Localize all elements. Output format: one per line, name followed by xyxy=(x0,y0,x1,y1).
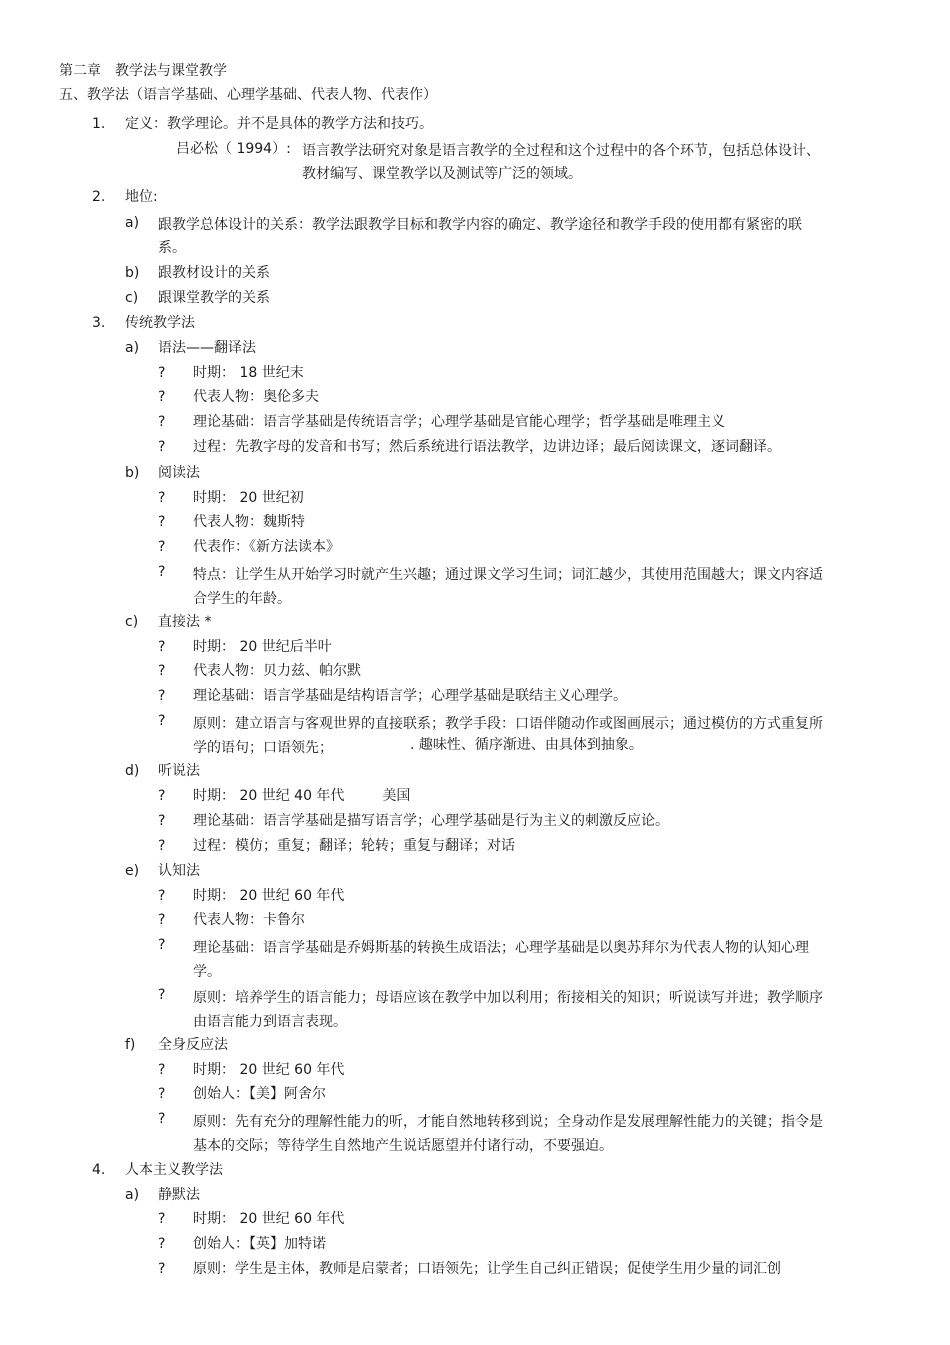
bullet-text: 时期： 20 世纪 60 年代 xyxy=(193,1062,345,1078)
bullet: ? xyxy=(158,788,166,804)
sub-marker: a) xyxy=(125,215,140,231)
sub-marker: c) xyxy=(125,614,139,630)
bullet: ? xyxy=(158,639,166,655)
method-title: 直接法 * xyxy=(158,614,212,630)
bullet: ? xyxy=(158,713,166,729)
bullet: ? xyxy=(158,514,166,530)
bullet-text: 理论基础：语言学基础是结构语言学；心理学基础是联结主义心理学。 xyxy=(193,688,627,704)
bullet: ? xyxy=(158,539,166,555)
sub-marker: a) xyxy=(125,340,140,356)
bullet-text: 原则：学生是主体，教师是启蒙者；口语领先；让学生自己纠正错误；促使学生用少量的词汇创 xyxy=(193,1261,781,1277)
bullet: ? xyxy=(158,688,166,704)
sub-item-text: 跟教材设计的关系 xyxy=(158,265,270,281)
bullet-text: 过程：先教字母的发音和书写；然后系统进行语法教学，边讲边译；最后阅读课文，逐词翻译。 xyxy=(193,439,781,455)
bullet-text: 代表人物：贝力兹、帕尔默 xyxy=(193,663,361,679)
item-number: 3. xyxy=(92,315,106,331)
method-title: 静默法 xyxy=(158,1187,200,1203)
bullet: ? xyxy=(158,414,166,430)
method-title: 全身反应法 xyxy=(158,1037,228,1053)
sub-item-text: 跟教学总体设计的关系：教学法跟教学目标和教学内容的确定、教学途径和教学手段的使用都有紧密的联系。 xyxy=(158,217,802,256)
bullet-text: 原则：培养学生的语言能力；母语应该在教学中加以利用；衔接相关的知识；听说读写并进；教学顺序由语言能力到语言表现。 xyxy=(193,990,823,1030)
bullet-text: 代表人物：奥伦多夫 xyxy=(193,389,319,405)
bullet-text: 创始人：【英】加特诺 xyxy=(193,1236,326,1252)
bullet: ? xyxy=(158,490,166,506)
sub-marker: f) xyxy=(125,1037,136,1053)
bullet-text: 代表人物：卡鲁尔 xyxy=(193,912,305,928)
sub-marker: c) xyxy=(125,290,139,306)
bullet-text: 时期： 20 世纪 60 年代 xyxy=(193,888,345,904)
sub-marker: b) xyxy=(125,265,140,281)
bullet-text: 创始人：【美】阿舍尔 xyxy=(193,1086,326,1102)
bullet-text: 时期： 18 世纪末 xyxy=(193,365,304,381)
sub-marker: d) xyxy=(125,763,140,779)
bullet-text: 代表人物：魏斯特 xyxy=(193,514,305,530)
method-title: 语法——翻译法 xyxy=(158,340,256,356)
bullet-text: 时期： 20 世纪后半叶 xyxy=(193,639,332,655)
bullet-text: 理论基础：语言学基础是乔姆斯基的转换生成语法；心理学基础是以奥苏拜尔为代表人物的认知心理学。 xyxy=(193,940,809,980)
section-title: 五、教学法（语言学基础、心理学基础、代表人物、代表作） xyxy=(59,87,437,103)
traditional-methods-heading: 传统教学法 xyxy=(125,315,195,331)
country-text: 美国 xyxy=(382,788,411,804)
sub-marker: b) xyxy=(125,465,140,481)
bullet: ? xyxy=(158,813,166,829)
bullet-text: 时期： 20 世纪初 xyxy=(193,490,304,506)
definition-text: 定义：教学理论。并不是具体的教学方法和技巧。 xyxy=(125,116,433,132)
sub-marker: e) xyxy=(125,863,140,879)
period-text: 时期： 20 世纪 40 年代 xyxy=(193,788,345,804)
bullet-text: 时期： 20 世纪 60 年代 xyxy=(193,1211,345,1227)
item-number: 4. xyxy=(92,1162,106,1178)
bullet: ? xyxy=(158,663,166,679)
bullet: ? xyxy=(158,937,166,953)
bullet: ? xyxy=(158,987,166,1003)
humanistic-methods-heading: 人本主义教学法 xyxy=(125,1162,223,1178)
bullet: ? xyxy=(158,389,166,405)
bullet: ? xyxy=(158,1062,166,1078)
sub-marker: a) xyxy=(125,1187,140,1203)
bullet: ? xyxy=(158,912,166,928)
bullet: ? xyxy=(158,564,166,580)
bullet: ? xyxy=(158,1261,166,1277)
bullet: ? xyxy=(158,888,166,904)
bullet-text-continued: . 趣味性、循序渐进、由具体到抽象。 xyxy=(410,737,643,753)
item-number: 2. xyxy=(92,189,106,205)
bullet: ? xyxy=(158,1111,166,1127)
bullet: ? xyxy=(158,1211,166,1227)
bullet-text: 特点：让学生从开始学习时就产生兴趣；通过课文学习生词；词汇越少，其使用范围越大；课文内容适合学生的年龄。 xyxy=(193,567,823,607)
bullet-text: 理论基础：语言学基础是传统语言学；心理学基础是官能心理学；哲学基础是唯理主义 xyxy=(193,414,725,430)
chapter-title: 第二章 教学法与课堂教学 xyxy=(59,63,227,79)
bullet-text: 过程：模仿；重复；翻译；轮转；重复与翻译；对话 xyxy=(193,838,515,854)
item-number: 1. xyxy=(92,116,106,132)
bullet-text xyxy=(193,787,410,805)
method-title: 听说法 xyxy=(158,763,200,779)
bullet: ? xyxy=(158,1086,166,1102)
bullet-text: 理论基础：语言学基础是描写语言学；心理学基础是行为主义的刺激反应论。 xyxy=(193,813,669,829)
bullet: ? xyxy=(158,838,166,854)
quote-text: 语言教学法研究对象是语言教学的全过程和这个过程中的各个环节，包括总体设计、教材编写、课堂教学以及测试等广泛的领域。 xyxy=(302,143,820,182)
method-title: 认知法 xyxy=(158,863,200,879)
method-title: 阅读法 xyxy=(158,465,200,481)
bullet: ? xyxy=(158,439,166,455)
position-heading: 地位: xyxy=(125,189,158,205)
bullet-text: 代表作：《新方法读本》 xyxy=(193,539,340,555)
bullet-text: 原则：建立语言与客观世界的直接联系；教学手段：口语伴随动作或图画展示；通过模仿的方式重复所学的语句；口语领先； xyxy=(193,716,823,756)
bullet: ? xyxy=(158,365,166,381)
quote-label: 吕必松（ 1994）: xyxy=(176,141,291,157)
bullet-text: 原则：先有充分的理解性能力的听，才能自然地转移到说；全身动作是发展理解性能力的关键；指令是基本的交际；等待学生自然地产生说话愿望并付诸行动，不要强迫。 xyxy=(193,1114,823,1154)
sub-item-text: 跟课堂教学的关系 xyxy=(158,290,270,306)
bullet: ? xyxy=(158,1236,166,1252)
